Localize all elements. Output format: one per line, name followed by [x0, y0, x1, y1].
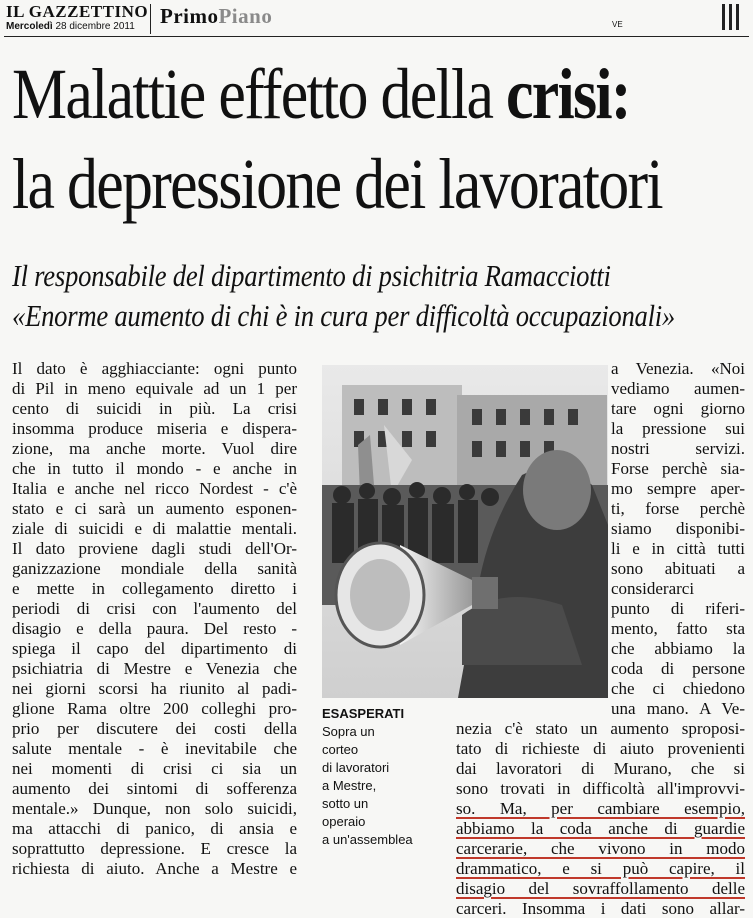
text-line: li e in città tutti — [611, 539, 745, 558]
region-code: VE — [612, 20, 623, 29]
text-line: di Pil in meno equivale ad un 1 per — [12, 379, 297, 398]
text-line: dai lavoratori di Murano, che si — [456, 759, 745, 778]
text-line: glione Rama oltre 200 colleghi pro- — [12, 699, 297, 718]
text-line: insomma produce miseria e dispera- — [12, 419, 297, 438]
text-line: che abbiamo la — [611, 639, 745, 658]
highlighted-line: abbiamo la coda anche di guardie — [456, 819, 745, 838]
dateline-day: Mercoledì — [6, 21, 53, 32]
text-line: siamo disponibi- — [611, 519, 745, 538]
text-line: aumento dei sintomi di sofferenza — [12, 779, 297, 798]
text-line: carceri. Insomma i dati sono allar- — [456, 899, 745, 918]
text-line: ziale di suicidi e di malattie mentali. — [12, 519, 297, 538]
subheadline-line1: Il responsabile del dipartimento di psichitria Ramacciotti — [12, 258, 611, 293]
text-line: soprattutto depressione. E cresce la — [12, 839, 297, 858]
text-line: Il dato proviene dagli studi dell'Or- — [12, 539, 297, 558]
text-line: prio per discutere dei costi della — [12, 719, 297, 738]
caption-line: a Mestre, — [322, 778, 377, 793]
highlighted-line: carcerarie, che vivono in modo — [456, 839, 745, 858]
caption-line: sotto un — [322, 796, 369, 811]
text-line: disagio e della paura. Del resto - — [12, 619, 297, 638]
highlighted-line: disagio del sovraffollamento delle — [456, 879, 745, 898]
text-line: Il dato è agghiacciante: ogni punto — [12, 359, 297, 378]
caption-line: Sopra un — [322, 724, 375, 739]
text-line: cento di suicidi in più. La crisi — [12, 399, 297, 418]
text-line: una mano. A Ve- — [611, 699, 745, 718]
text-line: zione, ma anche morte. Vuol dire — [12, 439, 297, 458]
text-line: tato di richieste di aiuto provenienti — [456, 739, 745, 758]
text-line: mo sempre aper- — [611, 479, 745, 498]
headline-line2: la depressione dei lavoratori — [12, 144, 662, 224]
caption-title: ESASPERATI — [322, 706, 405, 721]
text-line: mentale.» Dunque, non solo suicidi, — [12, 799, 297, 818]
text-line: spiega il capo del dipartimento di — [12, 639, 297, 658]
text-line: che ci chiedono — [611, 679, 745, 698]
text-line: ma attacchi di panico, di ansia e — [12, 819, 297, 838]
text-line: coda di persone — [611, 659, 745, 678]
text-line: ganizzazione mondiale della sanità — [12, 559, 297, 578]
text-line: considerarci — [611, 579, 695, 598]
caption-line: di lavoratori — [322, 760, 390, 775]
text-line: richiesta di aiuto. Anche a Mestre e — [12, 859, 297, 878]
text-line: sono trovati in difficoltà all'improvvi- — [456, 779, 745, 798]
text-line: vediamo aumen- — [611, 379, 745, 398]
text-line: Forse perchè sia- — [611, 459, 745, 478]
text-line: che in tutto il mondo - e anche in — [12, 459, 297, 478]
protest-photo — [322, 365, 608, 698]
text-line: stato e ci sarà un aumento esponen- — [12, 499, 297, 518]
text-line: nei momenti di crisi ci sia un — [12, 759, 297, 778]
page-bars-icon — [722, 4, 746, 30]
dateline — [6, 21, 135, 32]
header-divider — [150, 4, 151, 34]
text-line: tare ogni giorno — [611, 399, 745, 418]
text-line: psichiatria di Mestre e Venezia che — [12, 659, 297, 678]
section-piano: Piano — [218, 4, 273, 28]
text-line: Italia e anche nel ricco Nordest - c'è — [12, 479, 297, 498]
headline-line1 — [12, 54, 630, 134]
dateline-date: 28 dicembre 2011 — [55, 21, 135, 32]
text-line: periodi di crisi con l'aumento del — [12, 599, 297, 618]
headline-line1-text: Malattie effetto della — [12, 54, 506, 134]
caption-line: a un'assemblea — [322, 832, 413, 847]
headline-bold-word: crisi: — [505, 54, 630, 134]
highlighted-line: drammatico, e si può capire, il — [456, 859, 745, 878]
text-line: la pressione sui — [611, 419, 745, 438]
text-line: sono abituati a — [611, 559, 745, 578]
text-line: e mette in collegamento diretto i — [12, 579, 297, 598]
text-line: nostri servizi. — [611, 439, 745, 458]
header-rule — [4, 36, 749, 37]
text-line: punto di riferi- — [611, 599, 745, 618]
text-line: nei giorni scorsi ha riunito al padi- — [12, 679, 297, 698]
text-line: nezia c'è stato un aumento sproposi- — [456, 719, 745, 738]
photo-caption — [322, 705, 413, 849]
text-line: mento, fatto sta — [611, 619, 745, 638]
text-line: ti, forse perchè — [611, 499, 745, 518]
highlighted-line: so. Ma, per cambiare esempio, — [456, 799, 745, 818]
text-line: salute mentale - è inevitabile che — [12, 739, 297, 758]
text-line: a Venezia. «Noi — [611, 359, 745, 378]
caption-line: operaio — [322, 814, 366, 829]
section-title — [160, 4, 272, 29]
caption-line: corteo — [322, 742, 359, 757]
subheadline-line2: «Enorme aumento di chi è in cura per difficoltà occupazionali» — [12, 298, 675, 333]
masthead: IL GAZZETTINO — [6, 2, 149, 21]
section-primo: Primo — [160, 4, 219, 28]
